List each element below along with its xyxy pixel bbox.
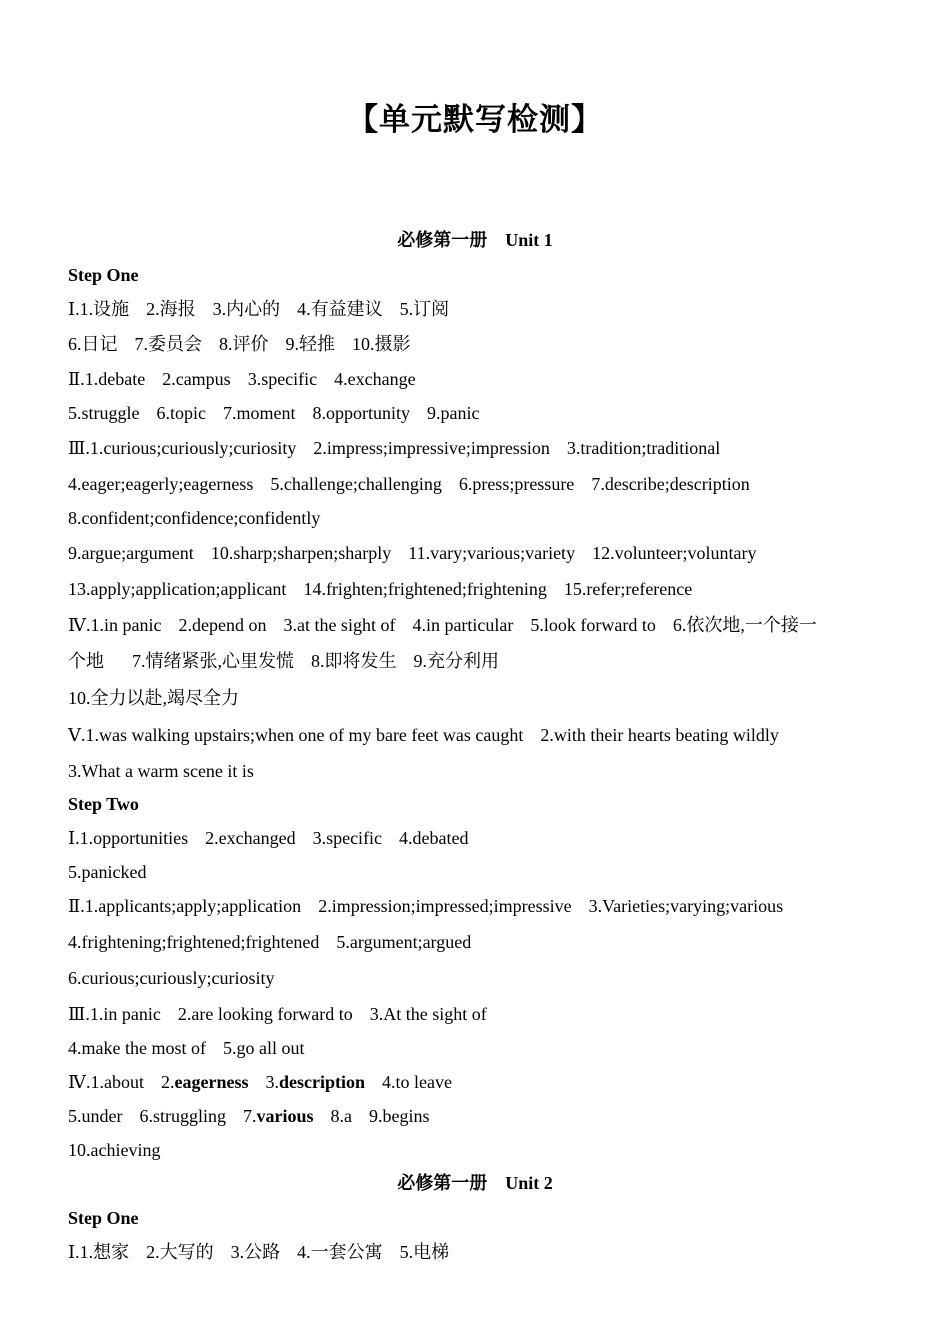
answer-item: 4.有益建议 xyxy=(297,299,383,319)
answer-line xyxy=(68,1036,890,1060)
answer-item: 4.eager;eagerly;eagerness xyxy=(68,474,254,494)
answer-item: 9.轻推 xyxy=(285,334,335,354)
answer-item: 个地 xyxy=(68,651,104,671)
answer-item: 11.vary;various;variety xyxy=(408,543,576,563)
answer-item: 3.Varieties;varying;various xyxy=(588,896,784,916)
answer-item: 5.电梯 xyxy=(399,1242,450,1262)
answer-item: 12.volunteer;voluntary xyxy=(592,543,757,563)
answer-item: 4.frightening;frightened;frightened xyxy=(68,932,320,952)
answer-item: 2.exchanged xyxy=(205,828,296,848)
answer-item: 3.specific xyxy=(312,828,383,848)
answer-item: 5.go all out xyxy=(222,1038,305,1058)
answer-item: 9.argue;argument xyxy=(68,543,194,563)
item-number: 2. xyxy=(160,1072,175,1092)
answer-item: 5.challenge;challenging xyxy=(270,474,442,494)
answer-line xyxy=(68,1104,890,1128)
answer-line xyxy=(68,894,890,918)
answer-line xyxy=(68,1138,890,1162)
answer-line xyxy=(68,1002,890,1026)
answer-item: 2.大写的 xyxy=(146,1242,214,1262)
answer-item: 4.debated xyxy=(399,828,469,848)
answer-line xyxy=(68,577,890,601)
answer-item: 4.in particular xyxy=(412,615,514,635)
unit-heading: 必修第一册 Unit 2 xyxy=(397,1173,553,1193)
answer-item: 8.confident;confidence;confidently xyxy=(68,508,321,528)
answer-line xyxy=(68,541,890,565)
answer-item: 10.sharp;sharpen;sharply xyxy=(210,543,392,563)
answer-line xyxy=(68,472,890,496)
answer-item: 8.评价 xyxy=(219,334,269,354)
answer-item: Ⅰ.1.想家 xyxy=(68,1242,130,1262)
answer-item: 3.What a warm scene it is xyxy=(68,761,254,781)
answer-line xyxy=(68,649,890,673)
answer-item: 9.充分利用 xyxy=(413,651,499,671)
answer-item: 10.全力以赴,竭尽全力 xyxy=(68,688,239,708)
answer-item: 5.look forward to xyxy=(530,615,656,635)
answer-item: 2.campus xyxy=(162,369,231,389)
answer-item: Ⅲ.1.curious;curiously;curiosity xyxy=(68,438,297,458)
answer-item: 6.topic xyxy=(156,403,206,423)
answer-item: 8.即将发生 xyxy=(311,651,397,671)
answer-item: 6.struggling xyxy=(139,1106,226,1126)
answer-item: 5.订阅 xyxy=(399,299,450,319)
answer-item: 9.begins xyxy=(369,1106,430,1126)
step-label: Step One xyxy=(68,265,139,285)
bold-answer: eagerness xyxy=(174,1072,249,1092)
answer-item xyxy=(265,1070,365,1094)
answer-line xyxy=(68,332,890,356)
answer-item: 5.under xyxy=(68,1106,123,1126)
answer-item: 3.tradition;traditional xyxy=(566,438,721,458)
answer-line xyxy=(68,1070,890,1094)
answer-line xyxy=(68,826,890,850)
answer-item: 10.摄影 xyxy=(352,334,411,354)
answer-item: 3.At the sight of xyxy=(369,1004,487,1024)
answer-item: Ⅲ.1.in panic xyxy=(68,1004,161,1024)
answer-line xyxy=(68,436,890,460)
answer-item: 3.at the sight of xyxy=(283,615,396,635)
answer-line xyxy=(68,759,890,783)
answer-line xyxy=(68,686,890,710)
answer-line xyxy=(68,930,890,954)
answer-item: 4.exchange xyxy=(334,369,416,389)
answer-item: 2.depend on xyxy=(178,615,267,635)
answer-item: Ⅱ.1.debate xyxy=(68,369,146,389)
answer-line xyxy=(68,297,890,321)
page-title: 【单元默写检测】 xyxy=(347,102,603,138)
answer-item: 2.impression;impressed;impressive xyxy=(318,896,572,916)
answer-item: 5.panicked xyxy=(68,862,147,882)
answer-item: 7.委员会 xyxy=(134,334,202,354)
step-label: Step One xyxy=(68,1208,139,1228)
answer-item: 3.specific xyxy=(247,369,318,389)
answer-item xyxy=(243,1104,314,1128)
answer-item: Ⅰ.1.设施 xyxy=(68,299,130,319)
bold-answer: description xyxy=(278,1072,365,1092)
answer-item: 13.apply;application;applicant xyxy=(68,579,287,599)
answer-item: 9.panic xyxy=(427,403,480,423)
bold-answer: various xyxy=(256,1106,314,1126)
answer-item: 2.海报 xyxy=(146,299,196,319)
item-number: 7. xyxy=(243,1106,257,1126)
answer-item: 4.to leave xyxy=(381,1072,452,1092)
answer-item: 15.refer;reference xyxy=(563,579,693,599)
answer-item: 4.make the most of xyxy=(68,1038,206,1058)
answer-item: 8.opportunity xyxy=(312,403,410,423)
answer-item: 7.情绪紧张,心里发慌 xyxy=(132,651,294,671)
answer-item: 6.依次地,一个接一 xyxy=(672,615,817,635)
answer-item: Ⅱ.1.applicants;apply;application xyxy=(68,896,302,916)
answer-item: 3.公路 xyxy=(230,1242,281,1262)
answer-item: 10.achieving xyxy=(68,1140,161,1160)
answer-item: 5.struggle xyxy=(68,403,140,423)
answer-line xyxy=(68,860,890,884)
answer-item: Ⅴ.1.was walking upstairs;when one of my bare feet was caught xyxy=(68,725,524,745)
answer-line xyxy=(68,966,890,990)
answer-line xyxy=(68,367,890,391)
answer-item: 2.are looking forward to xyxy=(177,1004,353,1024)
answer-item: Ⅳ.1.in panic xyxy=(68,615,162,635)
step-label: Step Two xyxy=(68,794,139,814)
answer-item: Ⅳ.1.about xyxy=(68,1072,144,1092)
answer-line xyxy=(68,401,890,425)
answer-item: 6.日记 xyxy=(68,334,118,354)
answer-line xyxy=(68,506,890,530)
answer-item: 7.moment xyxy=(223,403,296,423)
answer-item: 3.内心的 xyxy=(212,299,281,319)
answer-item: 6.curious;curiously;curiosity xyxy=(68,968,275,988)
answer-item: 5.argument;argued xyxy=(336,932,472,952)
answer-line xyxy=(68,613,890,637)
answer-line xyxy=(68,723,890,747)
answer-line xyxy=(68,1240,890,1264)
item-number: 3. xyxy=(265,1072,279,1092)
answer-item xyxy=(161,1070,248,1094)
answer-item: 2.with their hearts beating wildly xyxy=(540,725,779,745)
answer-item: 2.impress;impressive;impression xyxy=(313,438,550,458)
answer-item: 8.a xyxy=(330,1106,353,1126)
answer-item: 4.一套公寓 xyxy=(297,1242,383,1262)
answer-item: 6.press;pressure xyxy=(458,474,575,494)
answer-item: 7.describe;description xyxy=(591,474,750,494)
unit-heading: 必修第一册 Unit 1 xyxy=(397,230,553,250)
answer-item: 14.frighten;frightened;frightening xyxy=(303,579,547,599)
answer-item: Ⅰ.1.opportunities xyxy=(68,828,189,848)
